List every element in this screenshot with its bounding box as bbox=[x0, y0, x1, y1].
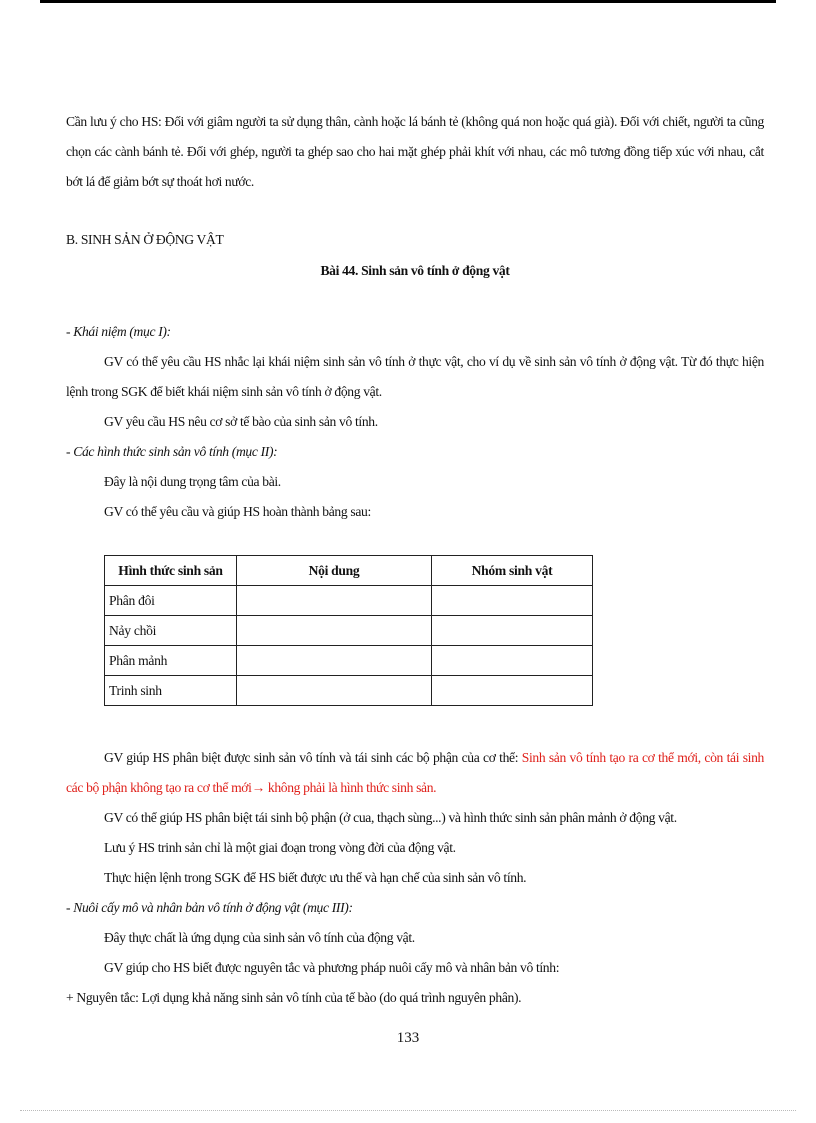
table-cell bbox=[237, 616, 432, 646]
after-table-paragraph-3: Thực hiện lệnh trong SGK để HS biết được ưu thế và hạn chế của sinh sản vô tính. bbox=[104, 870, 527, 885]
table-row bbox=[105, 646, 593, 676]
table-cell bbox=[432, 676, 593, 706]
culture-paragraph-1: Đây thực chất là ứng dụng của sinh sản vô tính của động vật. bbox=[104, 930, 415, 945]
forms-heading: - Các hình thức sinh sản vô tính (mục II): bbox=[66, 444, 278, 459]
table-header-cell: Hình thức sinh sản bbox=[105, 556, 237, 586]
table-header-row bbox=[105, 556, 593, 586]
distinguish-paragraph bbox=[66, 743, 764, 803]
concept-paragraph-1: GV có thể yêu cầu HS nhắc lại khái niệm sinh sản vô tính ở thực vật, cho ví dụ về sinh sản vô tính ở động vật. Từ đó thực hiện lệnh trong SGK để biết khái niệm sinh sản vô tính ở động vật. bbox=[66, 354, 764, 399]
distinguish-text: GV giúp HS phân biệt được sinh sản vô tính và tái sinh các bộ phận của cơ thể: bbox=[104, 750, 522, 765]
table-row bbox=[105, 676, 593, 706]
culture-paragraph-2: GV giúp cho HS biết được nguyên tắc và phương pháp nuôi cấy mô và nhân bản vô tính: bbox=[104, 960, 560, 975]
table-cell: Phân đôi bbox=[105, 586, 237, 616]
after-table-paragraph-2: Lưu ý HS trinh sản chỉ là một giai đoạn trong vòng đời của động vật. bbox=[104, 840, 456, 855]
concept-paragraph-2: GV yêu cầu HS nêu cơ sở tế bào của sinh sản vô tính. bbox=[104, 414, 378, 429]
table-header-cell: Nhóm sinh vật bbox=[432, 556, 593, 586]
table-cell bbox=[432, 586, 593, 616]
culture-paragraph-3: + Nguyên tắc: Lợi dụng khả năng sinh sản vô tính của tế bào (do quá trình nguyên phân). bbox=[66, 990, 522, 1005]
reproduction-forms-table bbox=[104, 555, 593, 706]
table-cell bbox=[237, 676, 432, 706]
table-header-cell: Nội dung bbox=[237, 556, 432, 586]
distinguish-highlight: Sinh sản vô tính tạo ra cơ thể mới, còn tái sinh các bộ phận không tạo ra cơ thể mới→ không phải là hình thức sinh sản. bbox=[66, 750, 764, 795]
table-cell bbox=[432, 616, 593, 646]
intro-note: Cần lưu ý cho HS: Đối với giâm người ta sử dụng thân, cành hoặc lá bánh tẻ (không quá non hoặc quá già). Đối với chiết, người ta cũng chọn các cành bánh tẻ. Đối với ghép, người ta ghép sao cho hai mặt ghép phải khít với nhau, các mô tương đồng tiếp xúc với nhau, cắt bớt lá để giảm bớt sự thoát hơi nước. bbox=[66, 114, 764, 189]
table-row bbox=[105, 616, 593, 646]
footer-rule bbox=[20, 1110, 796, 1111]
table-cell bbox=[432, 646, 593, 676]
table-row bbox=[105, 586, 593, 616]
table-cell: Phân mảnh bbox=[105, 646, 237, 676]
table-cell bbox=[237, 586, 432, 616]
forms-paragraph-1: Đây là nội dung trọng tâm của bài. bbox=[104, 474, 281, 489]
table-cell bbox=[237, 646, 432, 676]
culture-heading: - Nuôi cấy mô và nhân bản vô tính ở động vật (mục III): bbox=[66, 900, 353, 915]
after-table-paragraph-1: GV có thể giúp HS phân biệt tái sinh bộ phận (ở cua, thạch sùng...) và hình thức sinh sản phân mảnh ở động vật. bbox=[104, 810, 677, 825]
header-rule bbox=[40, 0, 776, 3]
forms-paragraph-2: GV có thể yêu cầu và giúp HS hoàn thành bảng sau: bbox=[104, 504, 371, 519]
table-cell: Nảy chồi bbox=[105, 616, 237, 646]
table-cell: Trinh sinh bbox=[105, 676, 237, 706]
concept-heading: - Khái niệm (mục I): bbox=[66, 324, 171, 339]
section-heading: B. SINH SẢN Ở ĐỘNG VẬT bbox=[66, 232, 224, 247]
page-number: 133 bbox=[396, 1030, 420, 1046]
lesson-title: Bài 44. Sinh sản vô tính ở động vật bbox=[320, 263, 510, 278]
